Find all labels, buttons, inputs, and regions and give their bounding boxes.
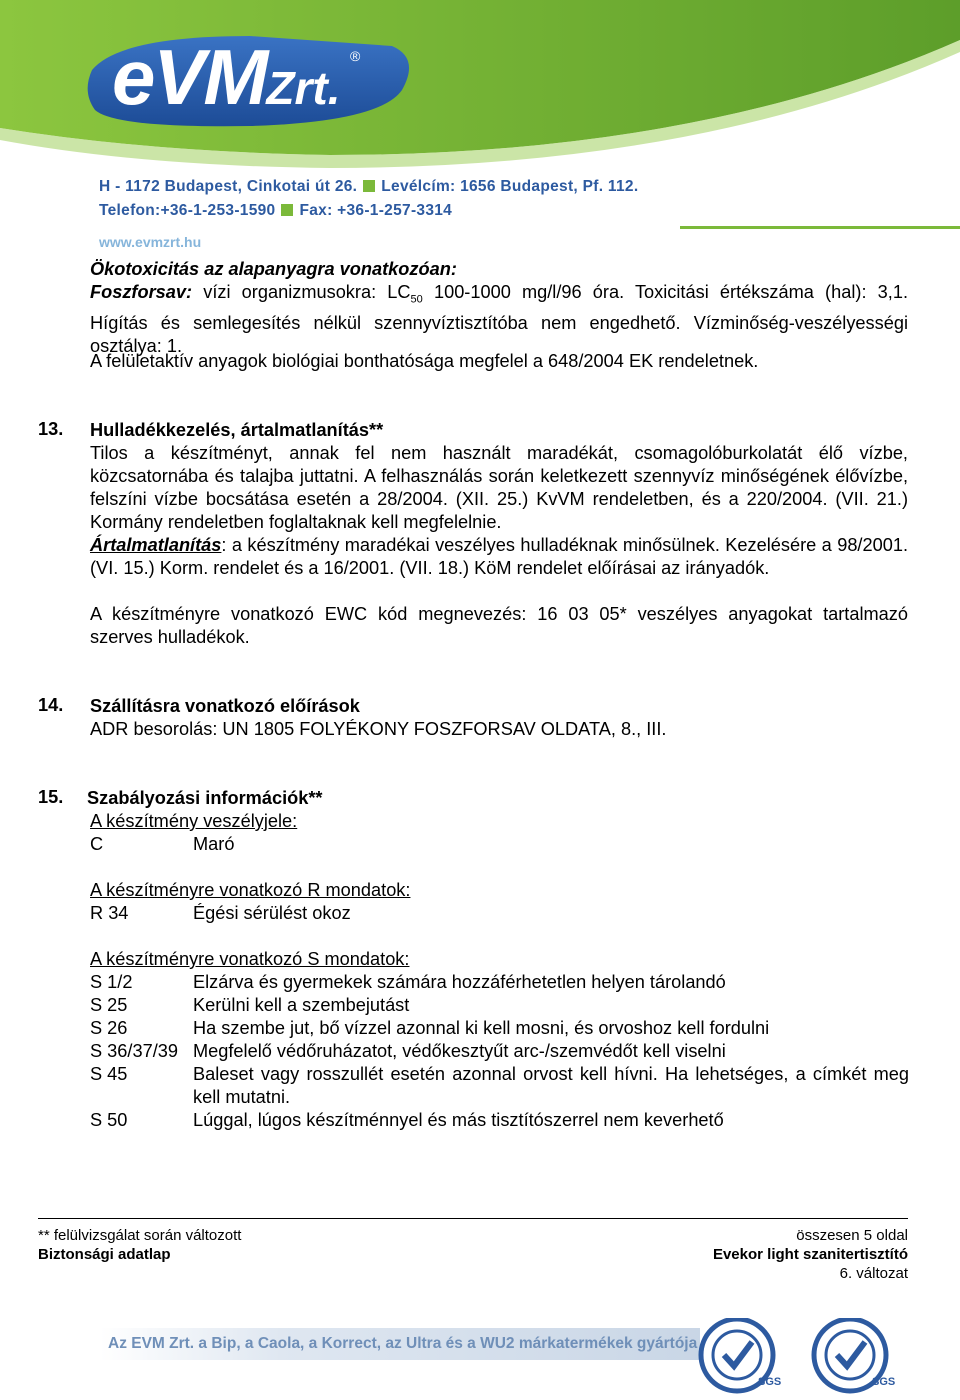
footer-note: ** felülvizsgálat során változott	[38, 1227, 242, 1244]
section-14-number: 14.	[38, 695, 64, 715]
eco-paragraph: Foszforsav: vízi organizmusokra: $LC_{50}$ 100-1000 mg/l/96 óra. Toxicitási értékszáma (hal): 3,1. Hígítás és semlegesítés nélkül szennyvíztisztítóba nem engedhető. Vízminőség-veszélyességi osztálya: 1.	[90, 282, 908, 356]
s-phrase-row: S 45 Baleset vagy rosszullét esetén azonnal orvost kell hívni. Ha lehetséges, a címkét meg kell mutatni.	[90, 1064, 909, 1107]
section-13-para1: Tilos a készítményt, annak fel nem használt maradékát, csomagolóburkolatát élő vízbe, közcsatornába és talajba juttatni. A felhasználás során keletkezett szennyvíz minőségének élővízbe, felszíni vízbe bocsátása esetén a 28/2004. (XII. 25.) KvVM rendeletben, és a 220/2004. (VII. 21.) Kormány rendeletben foglaltaknak kell megfelelnie.	[90, 443, 908, 532]
section-13-number: 13.	[38, 419, 64, 439]
header-rule	[680, 226, 960, 229]
certification-band	[0, 1318, 960, 1395]
registered-mark: ®	[350, 48, 361, 64]
footer-product-name: Evekor light szanitertisztító	[712, 1246, 908, 1263]
brands-statement: Az EVM Zrt. a Bip, a Caola, a Korrect, az Ultra és a WU2 márkatermékek gyártója	[108, 1335, 698, 1352]
band-graphic	[0, 1318, 960, 1395]
r-phrases-heading: A készítményre vonatkozó R mondatok:	[90, 880, 411, 900]
s-phrase-row: S 50 Lúggal, lúgos készítménnyel és más tisztítószerrel nem keverhető	[90, 1110, 724, 1130]
section-15-number: 15.	[38, 787, 64, 807]
footer-rule	[38, 1218, 908, 1219]
contact-line: Telefon:+36-1-253-1590 Fax: +36-1-257-3314	[99, 202, 453, 219]
eco-heading: Ökotoxicitás az alapanyagra vonatkozóan:	[90, 259, 457, 279]
section-15-title: Szabályozási információk**	[87, 788, 323, 808]
section-13-para2: Ártalmatlanítás: a készítmény maradékai veszélyes hulladéknak minősülnek. Kezelésére a 98/2001. (VI. 15.) Korm. rendelet és a 16/2001. (VII. 18.) KöM rendelet előírásai az irányadók.	[90, 535, 908, 578]
s-phrase-row: S 1/2 Elzárva és gyermekek számára hozzáférhetetlen helyen tárolandó	[90, 972, 726, 992]
letterhead	[0, 0, 960, 255]
footer-page-count: összesen 5 oldal	[796, 1227, 908, 1244]
s-phrase-row: S 36/37/39 Megfelelő védőruházatot, védőkesztyűt arc-/szemvédőt kell viselni	[90, 1041, 726, 1061]
r-phrase-row: R 34 Égési sérülést okoz	[90, 903, 351, 923]
company-logo: eVMZrt.	[112, 33, 341, 121]
section-13-para3: A készítményre vonatkozó EWC kód megnevezés: 16 03 05* veszélyes anyagokat tartalmazó szerves hulladékok.	[90, 604, 908, 647]
address-line: H - 1172 Budapest, Cinkotai út 26. Levélcím: 1656 Budapest, Pf. 112.	[99, 178, 639, 195]
s-phrases-heading: A készítményre vonatkozó S mondatok:	[90, 949, 410, 969]
website-link[interactable]: www.evmzrt.hu	[99, 234, 202, 250]
footer-version: 6. változat	[839, 1265, 908, 1282]
s-phrase-row: S 26 Ha szembe jut, bő vízzel azonnal ki kell mosni, és orvoshoz kell fordulni	[90, 1018, 770, 1038]
section-13-title: Hulladékkezelés, ártalmatlanítás**	[90, 420, 384, 440]
footer-doc-type: Biztonsági adatlap	[38, 1246, 171, 1263]
hazard-row: C Maró	[90, 834, 235, 854]
s-phrase-row: S 25 Kerülni kell a szembejutást	[90, 995, 410, 1015]
sgs-label-2: SGS	[872, 1376, 896, 1388]
hazard-heading: A készítmény veszélyjele:	[90, 811, 298, 831]
section-14-text: ADR besorolás: UN 1805 FOLYÉKONY FOSZFORSAV OLDATA, 8., III.	[90, 719, 667, 739]
eco-surfactant-note: A felületaktív anyagok biológiai bonthatósága megfelel a 648/2004 EK rendeletnek.	[90, 351, 759, 371]
sgs-label-1: SGS	[758, 1376, 782, 1388]
section-14-title: Szállításra vonatkozó előírások	[90, 696, 360, 716]
